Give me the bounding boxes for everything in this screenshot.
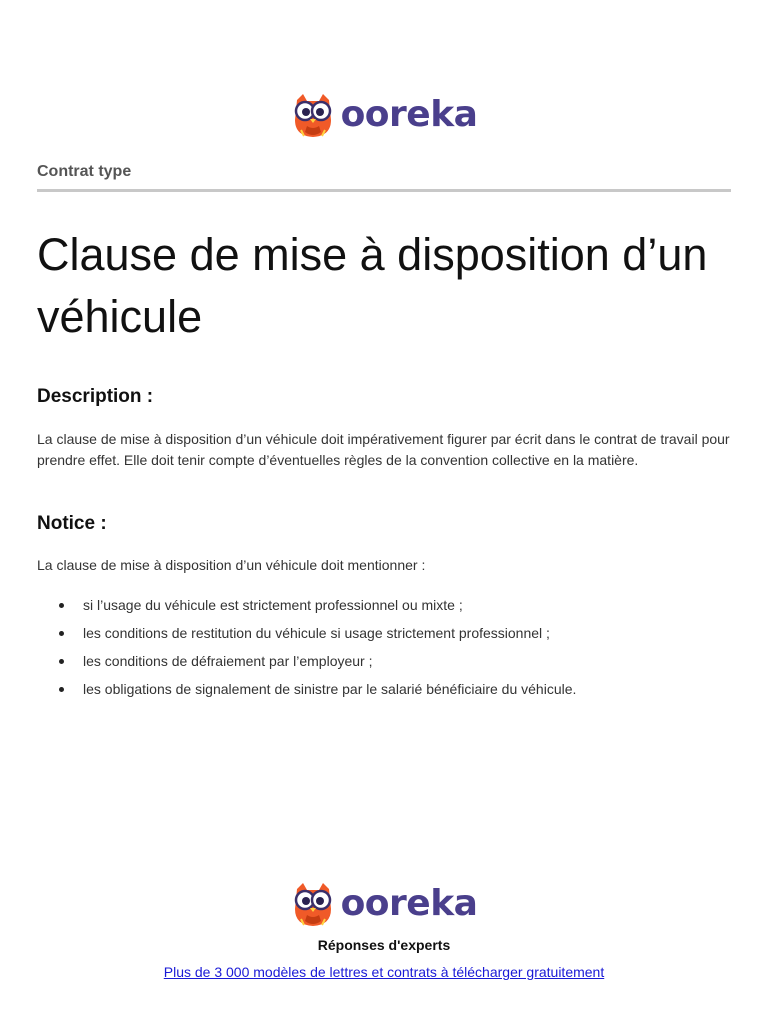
logo-wordmark: ooreka	[340, 94, 478, 135]
logo-wordmark: ooreka	[340, 883, 478, 924]
bullet-icon	[59, 687, 64, 692]
logo-group	[291, 92, 478, 138]
document-category: Contrat type	[37, 163, 132, 180]
list-item	[37, 591, 731, 619]
page-title: Clause de mise à disposition d’un véhicule	[37, 229, 708, 342]
description-heading: Description :	[37, 386, 154, 407]
bullet-icon	[59, 659, 64, 664]
description-text: La clause de mise à disposition d’un véhicule doit impérativement figurer par écrit dans le contrat de travail pour prendre effet. Elle doit tenir compte d’éventuelles règles de la convention collective en la matière.	[37, 431, 730, 468]
list-item-text: les obligations de signalement de sinistre par le salarié bénéficiaire du véhicule.	[83, 681, 577, 697]
list-item	[37, 675, 731, 703]
list-item-text: les conditions de restitution du véhicule si usage strictement professionnel ;	[83, 625, 550, 641]
notice-intro: La clause de mise à disposition d’un véhicule doit mentionner :	[37, 557, 426, 573]
footer-tagline: Réponses d'experts	[317, 937, 451, 953]
list-item-text: les conditions de défraiement par l’employeur ;	[83, 653, 373, 669]
footer-logo	[0, 880, 768, 928]
notice-heading: Notice :	[37, 513, 107, 534]
list-item	[37, 619, 731, 647]
list-item-text: si l’usage du véhicule est strictement professionnel ou mixte ;	[83, 597, 463, 613]
notice-list	[37, 591, 731, 703]
bullet-icon	[59, 603, 64, 608]
templates-download-link[interactable]: Plus de 3 000 modèles de lettres et contrats à télécharger gratuitement	[163, 964, 605, 980]
list-item	[37, 647, 731, 675]
header-logo	[0, 91, 768, 139]
owl-icon	[291, 881, 335, 927]
bullet-icon	[59, 631, 64, 636]
logo-group	[291, 881, 478, 927]
owl-icon	[291, 92, 335, 138]
header-divider	[37, 189, 731, 192]
